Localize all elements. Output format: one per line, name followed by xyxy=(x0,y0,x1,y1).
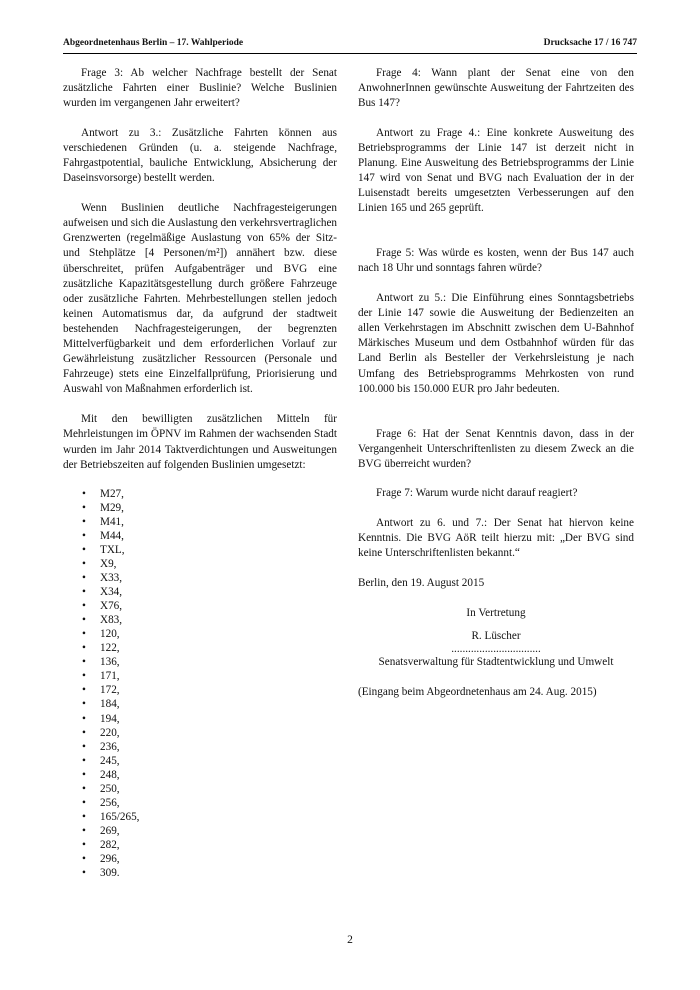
header-document-number: Drucksache 17 / 16 747 xyxy=(543,38,637,48)
bus-line-item: • X9, xyxy=(63,557,337,571)
antwort-4: Antwort zu Frage 4.: Eine konkrete Ausweitung des Betriebsprogramms der Linie 147 ist derzeit nicht in Planung. Eine Ausweitung des Betriebsprogramms der Linie 147 wird von Senat und BVG nach Evaluation der in der Luisenstadt bereits umgesetzten Verbesserungen auf den Linien 165 und 265 geprüft. xyxy=(358,126,634,215)
signature-dots: ................................ xyxy=(451,642,541,655)
bus-line-item: • X33, xyxy=(63,571,337,585)
frage-3: Frage 3: Ab welcher Nachfrage bestellt der Senat zusätzliche Fahrten einer Buslinie? Welche Buslinien wurden im vergangenen Jahr erweitert? xyxy=(63,67,337,110)
bus-line-item: • M29, xyxy=(63,501,337,515)
bus-line-item: • 220, xyxy=(63,726,337,740)
frage-6: Frage 6: Hat der Senat Kenntnis davon, dass in der Vergangenheit Unterschriftenlisten zu diesem Zweck an die BVG überreicht wurden? xyxy=(358,427,634,470)
bus-line-item: • M44, xyxy=(63,529,337,543)
antwort-6-7: Antwort zu 6. und 7.: Der Senat hat hiervon keine Kenntnis. Die BVG AöR teilt hierzu mit: „Der BVG sind keine Unterschriftenlisten bekannt.“ xyxy=(358,517,634,560)
page-header xyxy=(63,38,637,54)
header-title: Abgeordnetenhaus Berlin – 17. Wahlperiode xyxy=(63,38,244,48)
department: Senatsverwaltung für Stadtentwicklung und Umwelt xyxy=(378,655,614,668)
bus-line-item: • TXL, xyxy=(63,543,337,557)
bus-line-item: • 120, xyxy=(63,627,337,641)
page-number: 2 xyxy=(347,934,353,946)
bus-line-item: • M41, xyxy=(63,515,337,529)
antwort-3-details: Wenn Buslinien deutliche Nachfragesteigerungen aufweisen und sich die Auslastung den verkehrsvertraglichen Grenzwerten (regelmäßige Auslastung von 65% der Sitz- und Stehplätze [4 Personen/m²]) annähert bzw. diese überschreitet, prüfen Aufgabenträger und BVG eine zusätzliche Kapazitätsgestellung durch größere Fahrzeuge oder zusätzliche Fahrten. Mehrbestellungen stellen jedoch keinen Automatismus dar, da aufgrund der stadtweit bestehenden Nachfragesteigerungen, der begrenzten Mittelverfügbarkeit und dem erforderlichen Vorlauf zur Gewährleistung zusätzlicher Ressourcen (Personale und Fahrzeuge) stets eine Einzelfallprüfung, Priorisierung und Auswahl von Maßnahmen erforderlich ist. xyxy=(63,202,338,396)
bus-line-item: • 309. xyxy=(63,866,337,880)
bus-line-item: • 165/265, xyxy=(63,810,337,824)
frage-7: Frage 7: Warum wurde nicht darauf reagiert? xyxy=(376,487,578,500)
bus-line-list xyxy=(63,487,337,880)
bus-line-item: • 296, xyxy=(63,852,337,866)
frage-4: Frage 4: Wann plant der Senat eine von den AnwohnerInnen gewünschte Ausweitung der Fahrtzeiten des Bus 147? xyxy=(358,67,634,110)
signatory-name: R. Lüscher xyxy=(471,629,521,642)
left-column xyxy=(63,66,337,880)
bus-line-item: • 269, xyxy=(63,824,337,838)
frage-5: Frage 5: Was würde es kosten, wenn der Bus 147 auch nach 18 Uhr und sonntags fahren würde? xyxy=(358,247,634,275)
bus-line-item: • X34, xyxy=(63,585,337,599)
bus-line-item: • 248, xyxy=(63,768,337,782)
bus-line-item: • 250, xyxy=(63,782,337,796)
antwort-3: Antwort zu 3.: Zusätzliche Fahrten können aus verschiedenen Gründen (u. a. steigende Nachfrage, Fahrgastpotential, bauliche Entwicklung, Absicherung der Daseinsvorsorge) bestellt werden. xyxy=(63,126,337,185)
bus-line-item: • 171, xyxy=(63,669,337,683)
antwort-3-buslines-intro: Mit den bewilligten zusätzlichen Mitteln für Mehrleistungen im ÖPNV im Rahmen der wachsenden Stadt wurden im Jahr 2014 Taktverdichtungen und Ausweitungen der Betriebszeiten auf folgenden Buslinien umgesetzt: xyxy=(63,413,337,471)
date-line: Berlin, den 19. August 2015 xyxy=(358,577,485,590)
bus-line-item: • 136, xyxy=(63,655,337,669)
in-vertretung: In Vertretung xyxy=(466,607,526,620)
bus-line-item: • 282, xyxy=(63,838,337,852)
bus-line-item: • 245, xyxy=(63,754,337,768)
right-column xyxy=(358,66,634,714)
bus-line-item: • X76, xyxy=(63,599,337,613)
bus-line-item: • 122, xyxy=(63,641,337,655)
bus-line-item: • 172, xyxy=(63,683,337,697)
bus-line-item: • 256, xyxy=(63,796,337,810)
bus-line-item: • M27, xyxy=(63,487,337,501)
bus-line-item: • 194, xyxy=(63,712,337,726)
bus-line-item: • X83, xyxy=(63,613,337,627)
receipt-note: (Eingang beim Abgeordnetenhaus am 24. Aug. 2015) xyxy=(358,685,597,698)
antwort-5: Antwort zu 5.: Die Einführung eines Sonntagsbetriebs der Linie 147 sowie die Ausweitung der Bedienzeiten an allen Verkehrstagen im Abschnitt zwischen dem U-Bahnhof Märkisches Museum und dem Ostbahnhof würden für das Land Berlin als Besteller der Verkehrsleistung je nach Umfang des Betriebsprogramms Mehrkosten von rund 100.000 bis 150.000 EUR pro Jahr bedeuten. xyxy=(358,292,634,395)
bus-line-item: • 236, xyxy=(63,740,337,754)
bus-line-item: • 184, xyxy=(63,697,337,711)
